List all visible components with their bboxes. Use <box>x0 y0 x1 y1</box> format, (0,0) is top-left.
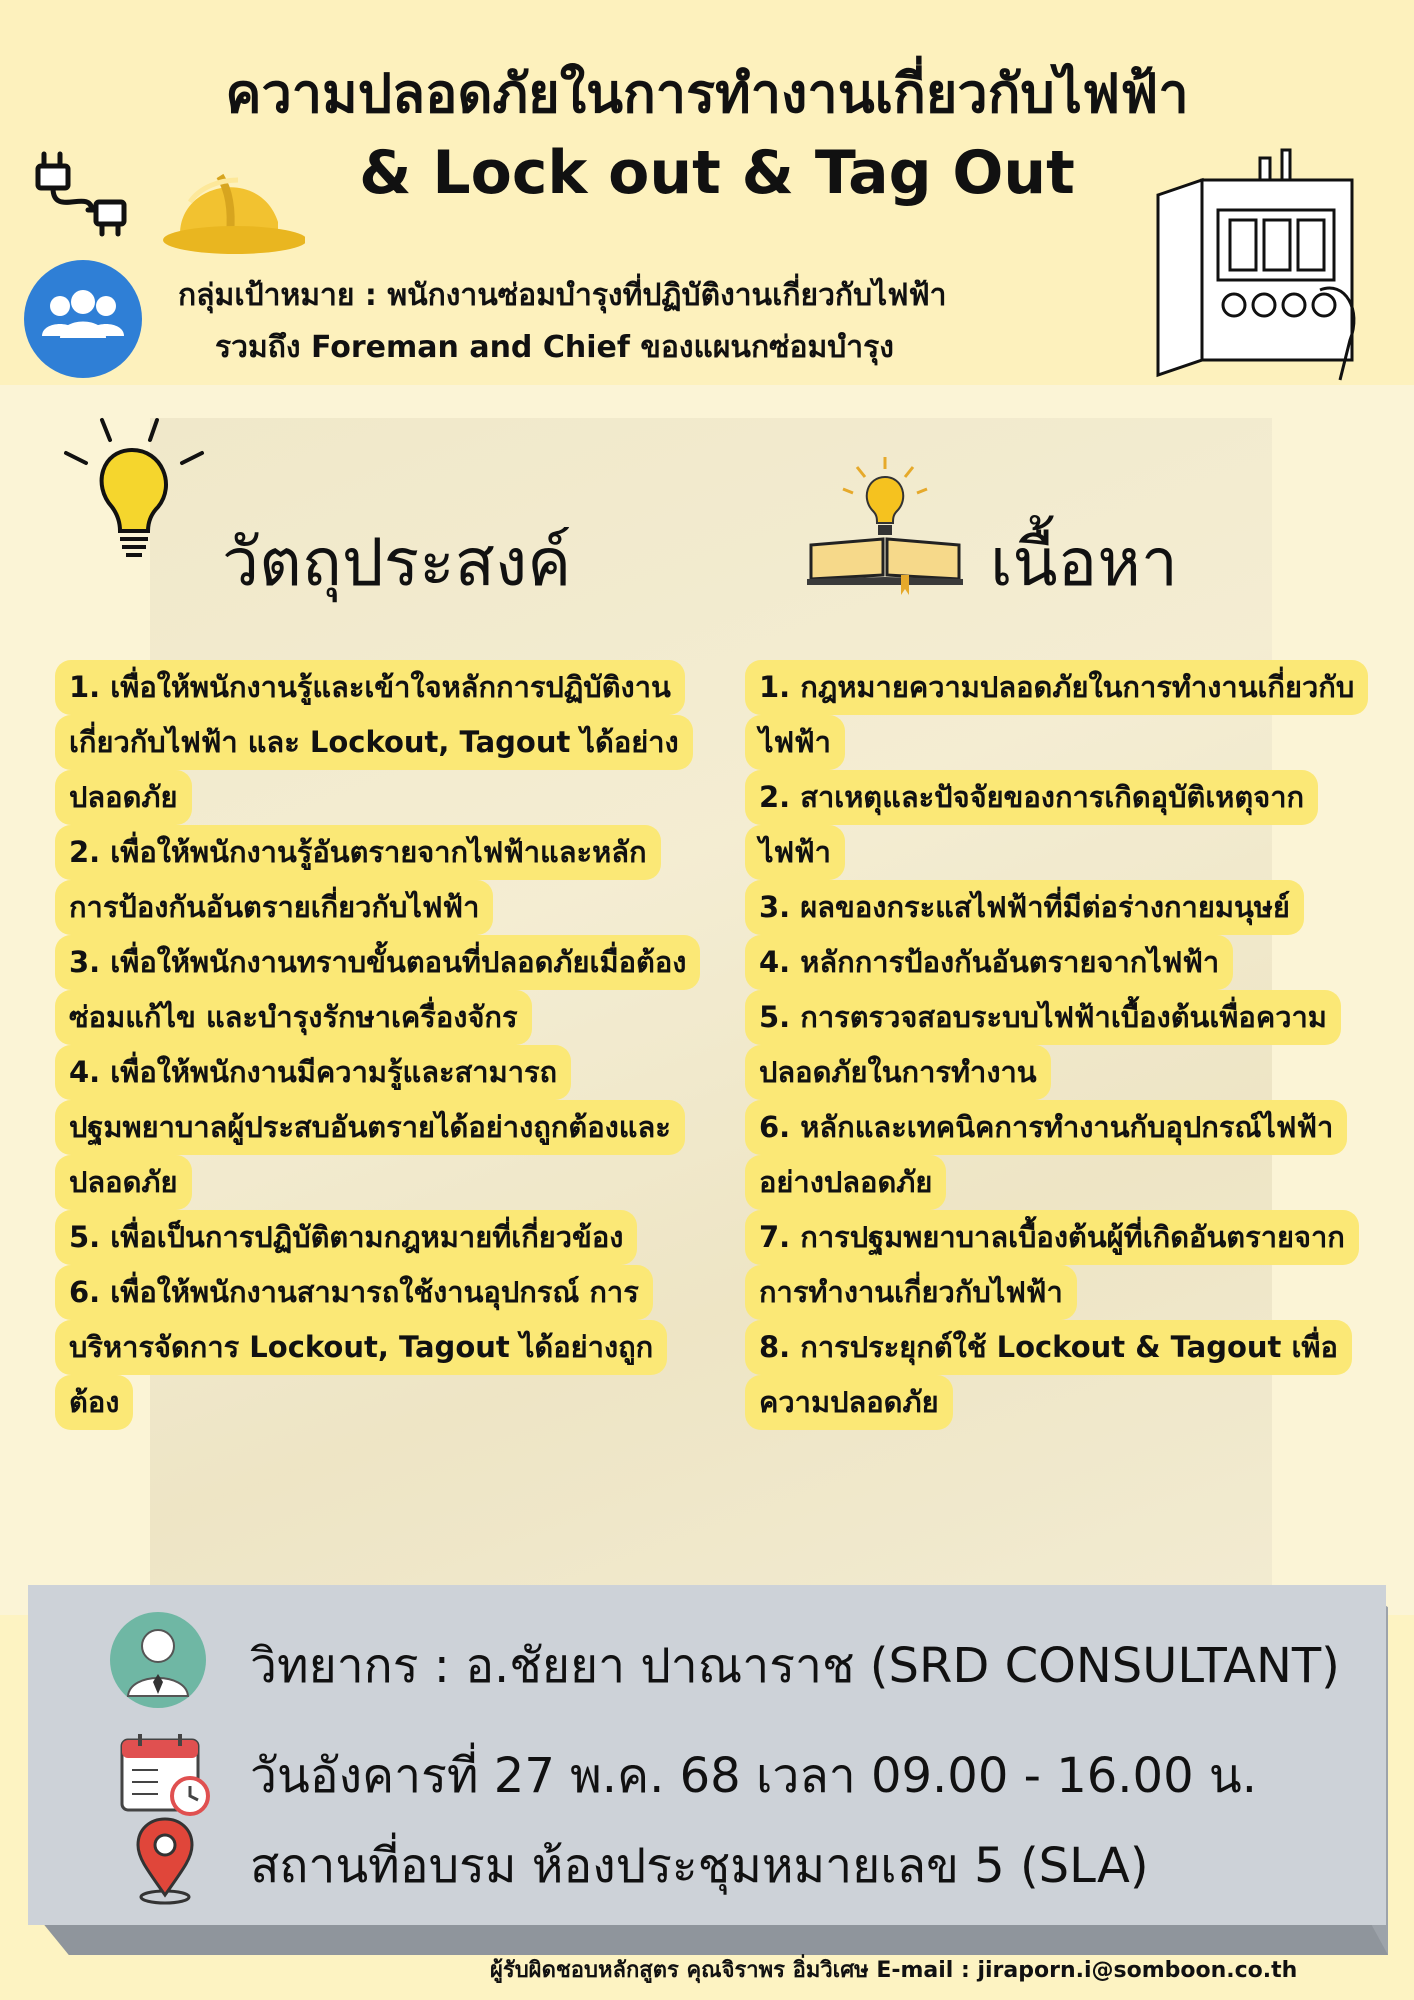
electrical-panel-icon <box>1150 140 1365 395</box>
lightbulb-icon <box>62 415 212 565</box>
title-line-1: ความปลอดภัยในการทำงานเกี่ยวกับไฟฟ้า <box>225 62 1189 125</box>
objective-line: การป้องกันอันตรายเกี่ยวกับไฟฟ้า <box>55 880 493 935</box>
objective-line: ปลอดภัย <box>55 770 192 825</box>
footer-contact: ผู้รับผิดชอบหลักสูตร คุณจิราพร อิ่มวิเศษ E-mail : jiraporn.i@somboon.co.th <box>490 1958 1298 1983</box>
content-line: 6. หลักและเทคนิคการทำงานกับอุปกรณ์ไฟฟ้า <box>745 1100 1347 1155</box>
content-line: ไฟฟ้า <box>745 825 845 880</box>
target-group-line-2: รวมถึง Foreman and Chief ของแผนกซ่อมบำรุง <box>215 330 894 365</box>
objective-line: ปฐมพยาบาลผู้ประสบอันตรายได้อย่างถูกต้องและ <box>55 1100 685 1155</box>
contents-list <box>745 660 1375 1430</box>
objective-line: เกี่ยวกับไฟฟ้า และ Lockout, Tagout ได้อย่าง <box>55 715 693 770</box>
content-line: 3. ผลของกระแสไฟฟ้าที่มีต่อร่างกายมนุษย์ <box>745 880 1304 935</box>
book-lightbulb-icon <box>805 455 965 595</box>
speaker-text: วิทยากร : อ.ชัยยา ปาณาราช (SRD CONSULTANT) <box>250 1638 1340 1694</box>
objective-line: 3. เพื่อให้พนักงานทราบขั้นตอนที่ปลอดภัยเมื่อต้อง <box>55 935 700 990</box>
content-line: ความปลอดภัย <box>745 1375 953 1430</box>
date-text: วันอังคารที่ 27 พ.ค. 68 เวลา 09.00 - 16.00 น. <box>250 1748 1257 1804</box>
content-line: 7. การปฐมพยาบาลเบื้องต้นผู้ที่เกิดอันตรายจาก <box>745 1210 1359 1265</box>
target-group-line-1: กลุ่มเป้าหมาย : พนักงานซ่อมบำรุงที่ปฏิบัติงานเกี่ยวกับไฟฟ้า <box>178 278 947 313</box>
group-icon <box>22 258 144 380</box>
content-line: ไฟฟ้า <box>745 715 845 770</box>
location-pin-icon <box>130 1815 200 1905</box>
content-line: 8. การประยุกต์ใช้ Lockout & Tagout เพื่อ <box>745 1320 1352 1375</box>
hard-hat-icon <box>160 162 305 262</box>
contents-heading: เนื้อหา <box>990 524 1178 601</box>
objective-line: 6. เพื่อให้พนักงานสามารถใช้งานอุปกรณ์ การ <box>55 1265 653 1320</box>
content-line: ปลอดภัยในการทำงาน <box>745 1045 1051 1100</box>
objectives-list <box>55 660 715 1430</box>
objective-line: 1. เพื่อให้พนักงานรู้และเข้าใจหลักการปฏิบัติงาน <box>55 660 685 715</box>
objectives-heading: วัตถุประสงค์ <box>222 524 572 601</box>
objective-line: 4. เพื่อให้พนักงานมีความรู้และสามารถ <box>55 1045 571 1100</box>
objective-line: 5. เพื่อเป็นการปฏิบัติตามกฎหมายที่เกี่ยวข้อง <box>55 1210 637 1265</box>
plug-icon <box>30 148 140 238</box>
content-line: 5. การตรวจสอบระบบไฟฟ้าเบื้องต้นเพื่อความ <box>745 990 1341 1045</box>
content-line: อย่างปลอดภัย <box>745 1155 946 1210</box>
place-text: สถานที่อบรม ห้องประชุมหมายเลข 5 (SLA) <box>250 1838 1149 1894</box>
objective-line: ต้อง <box>55 1375 133 1430</box>
objective-line: บริหารจัดการ Lockout, Tagout ได้อย่างถูก <box>55 1320 667 1375</box>
content-line: 4. หลักการป้องกันอันตรายจากไฟฟ้า <box>745 935 1233 990</box>
objective-line: ปลอดภัย <box>55 1155 192 1210</box>
title-line-2: & Lock out & Tag Out <box>359 138 1075 208</box>
calendar-icon <box>118 1730 218 1820</box>
objective-line: ซ่อมแก้ไข และบำรุงรักษาเครื่องจักร <box>55 990 532 1045</box>
person-icon <box>108 1610 208 1710</box>
content-line: 2. สาเหตุและปัจจัยของการเกิดอุบัติเหตุจาก <box>745 770 1318 825</box>
content-line: การทำงานเกี่ยวกับไฟฟ้า <box>745 1265 1077 1320</box>
content-line: 1. กฎหมายความปลอดภัยในการทำงานเกี่ยวกับ <box>745 660 1368 715</box>
objective-line: 2. เพื่อให้พนักงานรู้อันตรายจากไฟฟ้าและหลัก <box>55 825 661 880</box>
